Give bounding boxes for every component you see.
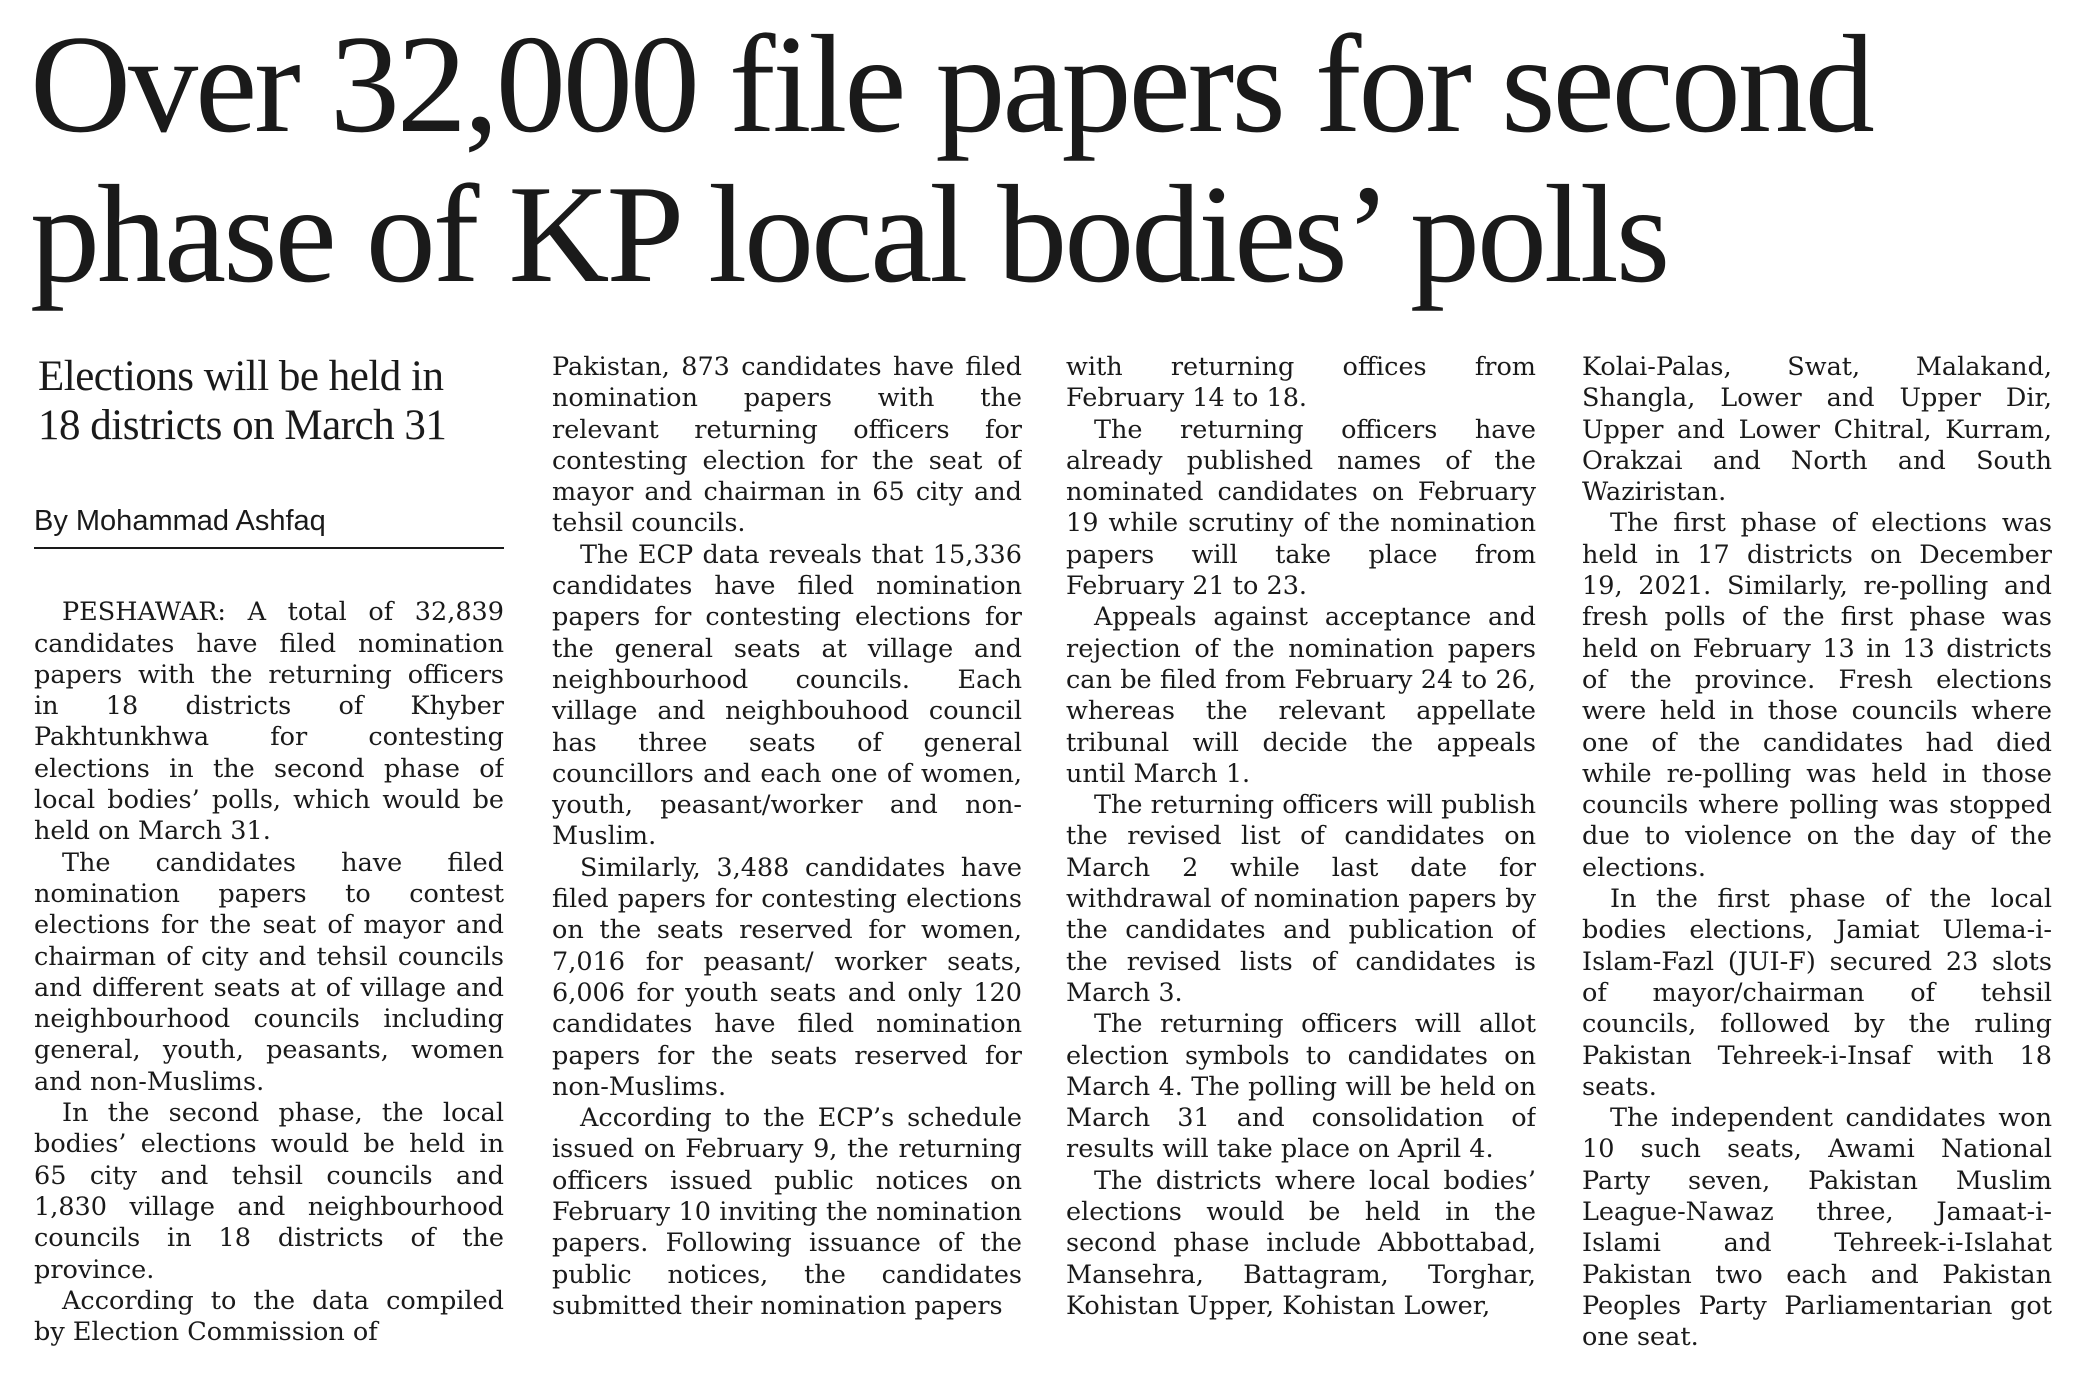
article-column-4: [1582, 352, 2052, 1372]
paragraph: In the second phase, the local bodies’ elections would be held in 65 city and tehsil councils and 1,830 village and neighbourhood councils in 18 districts of the province.: [34, 1098, 504, 1285]
paragraph: In the first phase of the local bodies elections, Jamiat Ulema-i-Islam-Fazl (JUI-F) secured 23 slots of mayor/chairman of tehsil councils, followed by the ruling Pakistan Tehreek-i-Insaf with 18 seats.: [1582, 884, 2052, 1102]
paragraph: According to the ECP’s schedule issued on February 9, the returning officers issued public notices on February 10 inviting the nomination papers. Following issuance of the public notices, the candidates submitted their nomination papers: [552, 1103, 1022, 1321]
subheadline-line-1: Elections will be held in: [38, 353, 444, 400]
article-column-1: [34, 352, 504, 1372]
paragraph: PESHAWAR: A total of 32,839 candidates have filed nomination papers with the returning officers in 18 districts of Khyber Pakhtunkhwa for contesting elections in the second phase of local bodies’ polls, which would be held on March 31.: [34, 597, 504, 847]
headline-line-2: phase of KP local bodies’ polls: [30, 157, 1668, 312]
paragraph: Similarly, 3,488 candidates have filed papers for contesting elections on the seats reserved for women, 7,016 for peasant/ worker seats, 6,006 for youth seats and only 120 candidates have filed nomination papers for the seats reserved for non-Muslims.: [552, 852, 1022, 1102]
article-column-2: [552, 352, 1022, 1372]
paragraph: Pakistan, 873 candidates have filed nomination papers with the relevant returning officers for contesting election for the seat of mayor and chairman in 65 city and tehsil councils.: [552, 352, 1022, 539]
headline: [30, 7, 2070, 312]
byline: By Mohammad Ashfaq: [34, 506, 504, 549]
paragraph: The districts where local bodies’ elections would be held in the second phase include Abbottabad, Mansehra, Battagram, Torghar, Kohistan Upper, Kohistan Lower,: [1066, 1165, 1536, 1321]
paragraph: The first phase of elections was held in 17 districts on December 19, 2021. Similarly, re-polling and fresh polls of the first phase was held on February 13 in 13 districts of the province. Fresh elections were held in those councils where one of the candidates had died while re-polling was held in those councils where polling was stopped due to violence on the day of the elections.: [1582, 508, 2052, 883]
paragraph: Appeals against acceptance and rejection of the nomination papers can be filed from February 24 to 26, whereas the relevant appellate tribunal will decide the appeals until March 1.: [1066, 602, 1536, 789]
article-column-3: [1066, 352, 1536, 1372]
paragraph: The ECP data reveals that 15,336 candidates have filed nomination papers for contesting elections for the general seats at village and neighbourhood councils. Each village and neighbouhood council has three seats of general councillors and each one of women, youth, peasant/worker and non-Muslim.: [552, 539, 1022, 852]
paragraph: According to the data compiled by Election Commission of: [34, 1285, 504, 1348]
paragraph: Kolai-Palas, Swat, Malakand, Shangla, Lower and Upper Dir, Upper and Lower Chitral, Kurram, Orakzai and North and South Waziristan.: [1582, 352, 2052, 508]
paragraph: The returning officers have already published names of the nominated candidates on February 19 while scrutiny of the nomination papers will take place from February 21 to 23.: [1066, 414, 1536, 602]
paragraph: The candidates have filed nomination papers to contest elections for the seat of mayor and chairman of city and tehsil councils and different seats at of village and neighbourhood councils including general, youth, peasants, women and non-Muslims.: [34, 847, 504, 1097]
paragraph: The independent candidates won 10 such seats, Awami National Party seven, Pakistan Muslim League-Nawaz three, Jamaat-i-Islami and Tehreek-i-Islahat Pakistan two each and Pakistan Peoples Party Parliamentarian got one seat.: [1582, 1103, 2052, 1353]
headline-line-1: Over 32,000 file papers for second: [30, 7, 1872, 162]
paragraph: with returning offices from February 14 to 18.: [1066, 352, 1536, 414]
subheadline: [38, 352, 504, 450]
paragraph: The returning officers will allot election symbols to candidates on March 4. The polling will be held on March 31 and consolidation of results will take place on April 4.: [1066, 1009, 1536, 1165]
paragraph: The returning officers will publish the revised list of candidates on March 2 while last date for withdrawal of nomination papers by the candidates and publication of the revised lists of candidates is March 3.: [1066, 790, 1536, 1008]
subheadline-line-2: 18 districts on March 31: [38, 402, 447, 449]
